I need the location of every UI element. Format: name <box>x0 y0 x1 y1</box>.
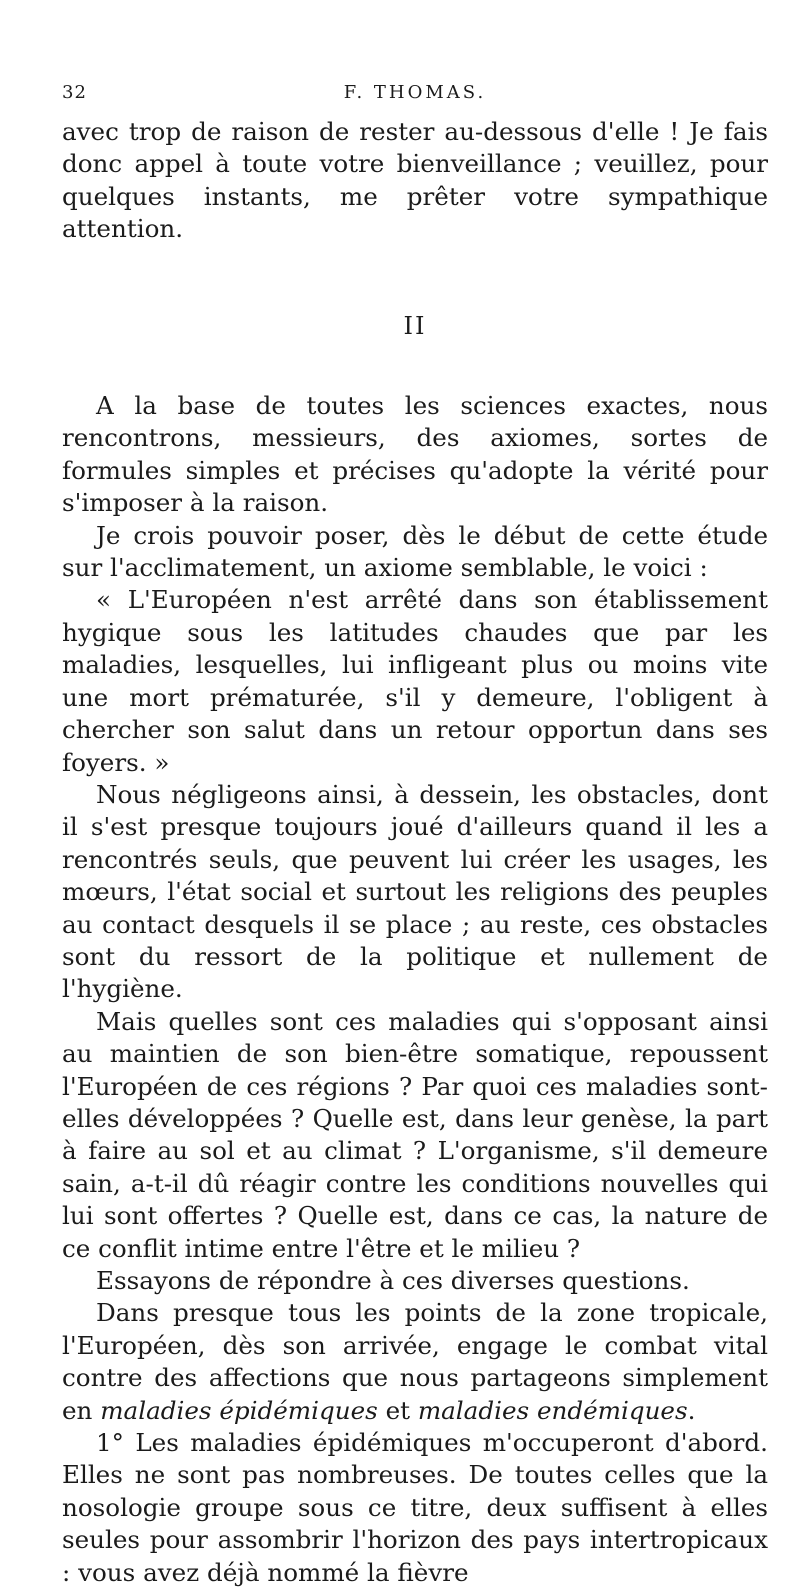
page-number: 32 <box>62 82 87 103</box>
paragraph: Mais quelles sont ces maladies qui s'opposant ainsi au maintien de son bien-être somatique, repoussent l'Européen de ces régions ? Par quoi ces maladies sont-elles développées ? Quelle est, dans leur genèse, la part à faire au sol et au climat ? L'organisme, s'il demeure sain, a-t-il dû réagir contre les conditions nouvelles qui lui sont offertes ? Quelle est, dans ce cas, la nature de ce conflit intime entre l'être et le milieu ? <box>62 1006 768 1263</box>
paragraph: A la base de toutes les sciences exactes, nous rencontrons, messieurs, des axiomes, sortes de formules simples et précises qu'adopte la vérité pour s'imposer à la raison. <box>62 391 768 518</box>
paragraph: 1° Les maladies épidémiques m'occuperont d'abord. Elles ne sont pas nombreuses. De toutes celles que la nosologie groupe sous ce titre, deux suffisent à elles seules pour assombrir l'horizon des pays intertropicaux : vous avez déjà nommé la fièvre <box>62 1428 768 1587</box>
text-run: et <box>377 1395 418 1425</box>
paragraph <box>62 1297 768 1427</box>
quoted-axiom: « L'Européen n'est arrêté dans son établissement hygique sous les latitudes chaudes que par les maladies, lesquelles, lui infligeant plus ou moins vite une mort prématurée, s'il y demeure, l'obligent à chercher son salut dans un retour opportun dans ses foyers. » <box>62 585 768 777</box>
body-text <box>62 116 768 1589</box>
text-run: . <box>687 1395 696 1425</box>
paragraph: Nous négligeons ainsi, à dessein, les obstacles, dont il s'est presque toujours joué d'ailleurs quand il les a rencontrés seuls, que peuvent lui créer les usages, les mœurs, l'état social et surtout les religions des peuples au contact desquels il se place ; au reste, ces obstacles sont du ressort de la politique et nullement de l'hygiène. <box>62 779 768 1004</box>
running-head <box>62 82 768 116</box>
running-head-author: F. THOMAS. <box>343 82 487 103</box>
italic-term: maladies endémiques <box>417 1395 688 1425</box>
section-number: II <box>403 311 427 340</box>
book-page <box>62 82 768 1589</box>
text-run: Dans presque tous les points de la zone tropicale, l'Européen, dès son arrivée, engage le combat vital contre des affections que nous partageons simplement en <box>62 1298 768 1425</box>
paragraph: avec trop de raison de rester au-dessous d'elle ! Je fais donc appel à toute votre bienveillance ; veuillez, pour quelques instants, me prêter votre sympathique attention. <box>62 117 768 244</box>
paragraph: Je crois pouvoir poser, dès le début de cette étude sur l'acclimatement, un axiome semblable, le voici : <box>62 520 768 583</box>
italic-term: maladies épidémiques <box>100 1395 378 1425</box>
paragraph: Essayons de répondre à ces diverses questions. <box>96 1266 690 1295</box>
